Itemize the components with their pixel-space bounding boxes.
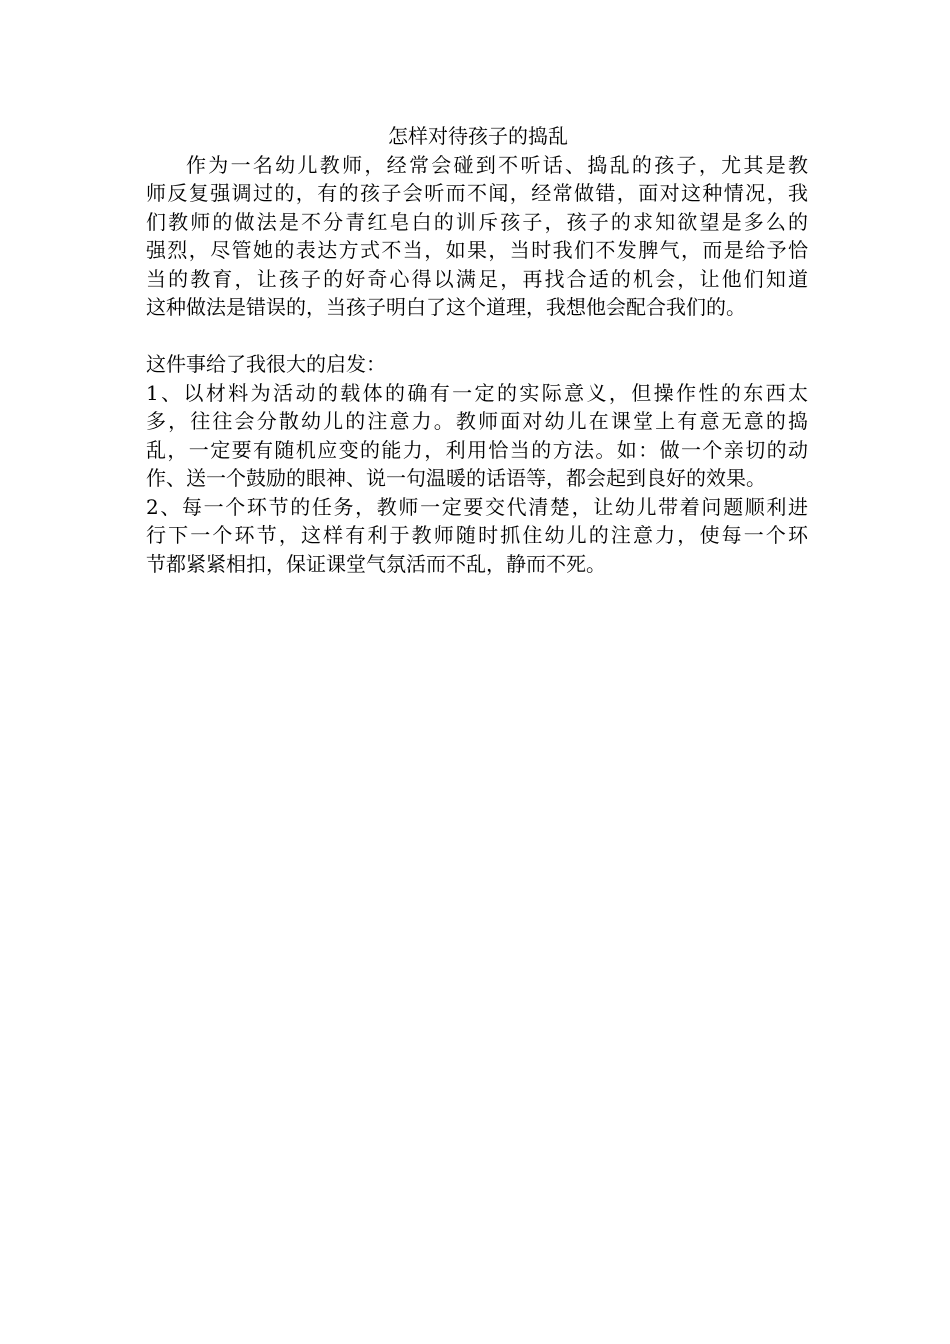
intro-line: 强烈，尽管她的表达方式不当，如果，当时我们不发脾气，而是给予恰 [146, 238, 808, 262]
intro-paragraph [146, 151, 808, 322]
intro-line: 师反复强调过的，有的孩子会听而不闻，经常做错，面对这种情况，我 [146, 181, 808, 205]
document-body [146, 122, 808, 578]
point-1-line: 多，往往会分散幼儿的注意力。教师面对幼儿在课堂上有意无意的捣 [146, 409, 808, 433]
point-2-line: 2、每一个环节的任务，教师一定要交代清楚，让幼儿带着问题顺利进 [146, 494, 808, 519]
point-2-line: 行下一个环节，这样有利于教师随时抓住幼儿的注意力，使每一个环 [146, 523, 808, 547]
point-2-line: 节都紧紧相扣，保证课堂气氛活而不乱，静而不死。 [146, 551, 606, 576]
lesson-heading [146, 350, 808, 379]
point-2-paragraph [146, 493, 808, 579]
point-1-line: 作、送一个鼓励的眼神、说一句温暖的话语等，都会起到良好的效果。 [146, 466, 766, 490]
lesson-heading-text: 这件事给了我很大的启发： [146, 352, 386, 376]
point-1-paragraph [146, 379, 808, 493]
point-1-line: 乱，一定要有随机应变的能力，利用恰当的方法。如：做一个亲切的动 [146, 437, 808, 462]
point-1-line: 1、以材料为活动的载体的确有一定的实际意义，但操作性的东西太 [146, 380, 808, 405]
document-title: 怎样对待孩子的捣乱 [388, 124, 568, 148]
intro-line: 作为一名幼儿教师，经常会碰到不听话、捣乱的孩子，尤其是教 [186, 152, 808, 177]
intro-line: 们教师的做法是不分青红皂白的训斥孩子，孩子的求知欲望是多么的 [146, 209, 808, 234]
blank-line [146, 322, 808, 351]
intro-line: 当的教育，让孩子的好奇心得以满足，再找合适的机会，让他们知道 [146, 266, 808, 291]
intro-line: 这种做法是错误的，当孩子明白了这个道理，我想他会配合我们的。 [146, 295, 746, 319]
